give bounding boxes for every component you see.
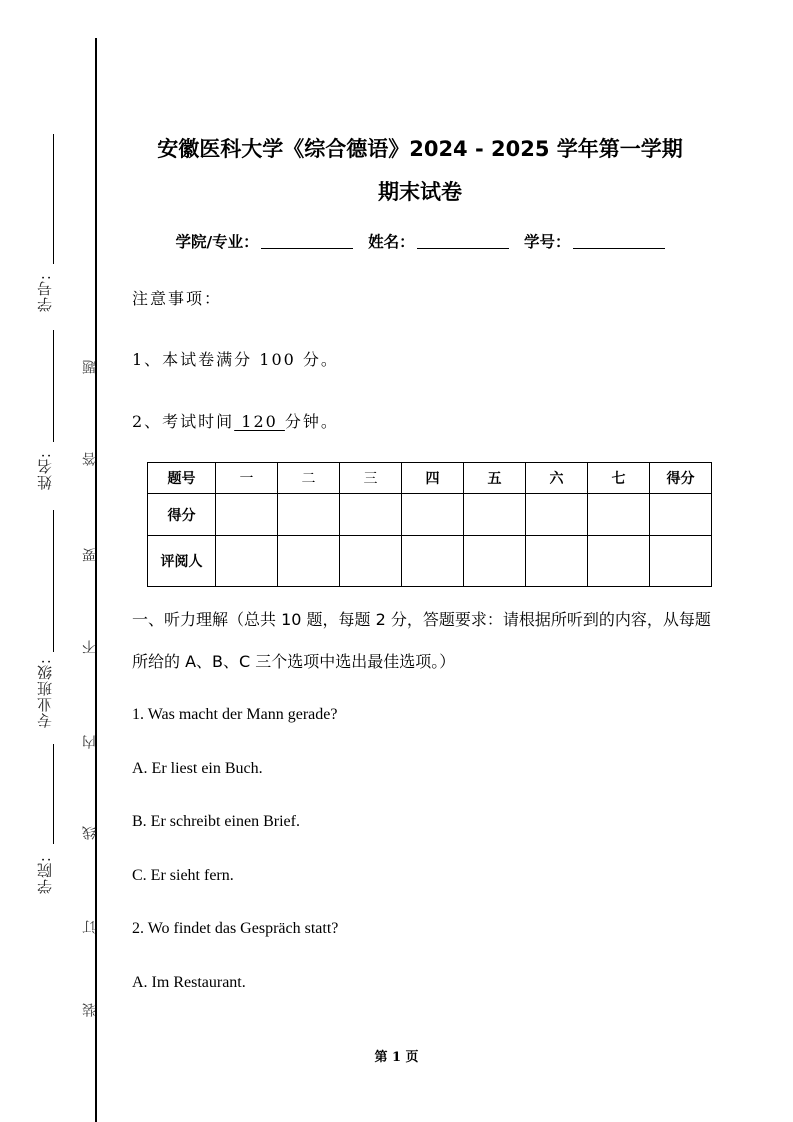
note-item: [132, 347, 339, 370]
header-cell: 一: [216, 463, 278, 494]
note-text: 2、考试时间: [132, 412, 235, 431]
exam-subtitle: 期末试卷: [378, 180, 462, 204]
name-label: 姓名：: [368, 233, 415, 251]
score-cell[interactable]: [216, 494, 278, 536]
seal-char: 装: [82, 1003, 98, 1017]
question-1-option-c[interactable]: C. Er sieht fern.: [132, 867, 234, 884]
seal-char: 答: [82, 452, 98, 466]
seal-char: 订: [82, 920, 98, 934]
score-cell[interactable]: [464, 494, 526, 536]
student-id-blank[interactable]: [573, 234, 665, 249]
grader-cell[interactable]: [650, 536, 712, 587]
binding-border-line: [95, 38, 97, 1122]
major-class-label: 专业班级:: [36, 658, 54, 729]
college-blank-line: [53, 744, 54, 844]
score-cell[interactable]: [340, 494, 402, 536]
section-1-heading: 一、听力理解（总共 10 题，每题 2 分，答题要求：请根据所听到的内容，从每题所给的 A、B、C 三个选项中选出最佳选项。）: [132, 610, 711, 671]
page-number: 第 1 页: [374, 1050, 419, 1065]
exam-duration-value: 120: [234, 412, 285, 431]
header-cell: 三: [340, 463, 402, 494]
score-cell[interactable]: [278, 494, 340, 536]
student-id-label: 学号:: [36, 274, 54, 313]
note-text: 1、本试卷满分 100 分。: [132, 350, 339, 369]
score-cell[interactable]: [526, 494, 588, 536]
college-major-blank[interactable]: [261, 234, 353, 249]
seal-char: 线: [82, 826, 98, 840]
grader-cell[interactable]: [588, 536, 650, 587]
header-cell: 四: [402, 463, 464, 494]
header-cell: 得分: [650, 463, 712, 494]
question-1: 1. Was macht der Mann gerade?: [132, 706, 338, 723]
question-2: 2. Wo findet das Gespräch statt?: [132, 920, 339, 937]
student-id-label: 学号：: [523, 233, 571, 251]
seal-char: 内: [82, 735, 98, 749]
header-cell: 题号: [148, 463, 216, 494]
grader-cell[interactable]: [526, 536, 588, 587]
score-table: [147, 462, 712, 587]
student-id-blank-line: [53, 134, 54, 264]
score-table-header-row: [148, 463, 712, 494]
score-cell[interactable]: [650, 494, 712, 536]
grader-cell[interactable]: [278, 536, 340, 587]
question-2-option-a[interactable]: A. Im Restaurant.: [132, 974, 246, 991]
note-text: 分钟。: [284, 412, 339, 431]
name-blank[interactable]: [417, 234, 509, 249]
row-label: 评阅人: [148, 536, 216, 587]
grader-row: [148, 536, 712, 587]
question-1-option-a[interactable]: A. Er liest ein Buch.: [132, 760, 263, 777]
note-item: [132, 409, 339, 432]
seal-char: 要: [82, 548, 98, 562]
score-row: [148, 494, 712, 536]
score-cell[interactable]: [588, 494, 650, 536]
question-1-option-b[interactable]: B. Er schreibt einen Brief.: [132, 813, 300, 830]
notes-heading: 注意事项：: [132, 289, 223, 308]
seal-char: 题: [82, 360, 98, 374]
header-cell: 七: [588, 463, 650, 494]
college-label: 学院:: [36, 856, 54, 895]
exam-title: 安徽医科大学《综合德语》2024 - 2025 学年第一学期: [157, 137, 683, 161]
grader-cell[interactable]: [464, 536, 526, 587]
row-label: 得分: [148, 494, 216, 536]
seal-char: 不: [82, 640, 98, 654]
header-cell: 五: [464, 463, 526, 494]
major-class-blank-line: [53, 510, 54, 652]
name-blank-line: [53, 330, 54, 442]
student-info-line: [120, 230, 720, 252]
grader-cell[interactable]: [402, 536, 464, 587]
score-cell[interactable]: [402, 494, 464, 536]
grader-cell[interactable]: [340, 536, 402, 587]
college-major-label: 学院/专业：: [175, 233, 259, 251]
name-label: 姓名:: [36, 452, 54, 491]
grader-cell[interactable]: [216, 536, 278, 587]
header-cell: 六: [526, 463, 588, 494]
header-cell: 二: [278, 463, 340, 494]
